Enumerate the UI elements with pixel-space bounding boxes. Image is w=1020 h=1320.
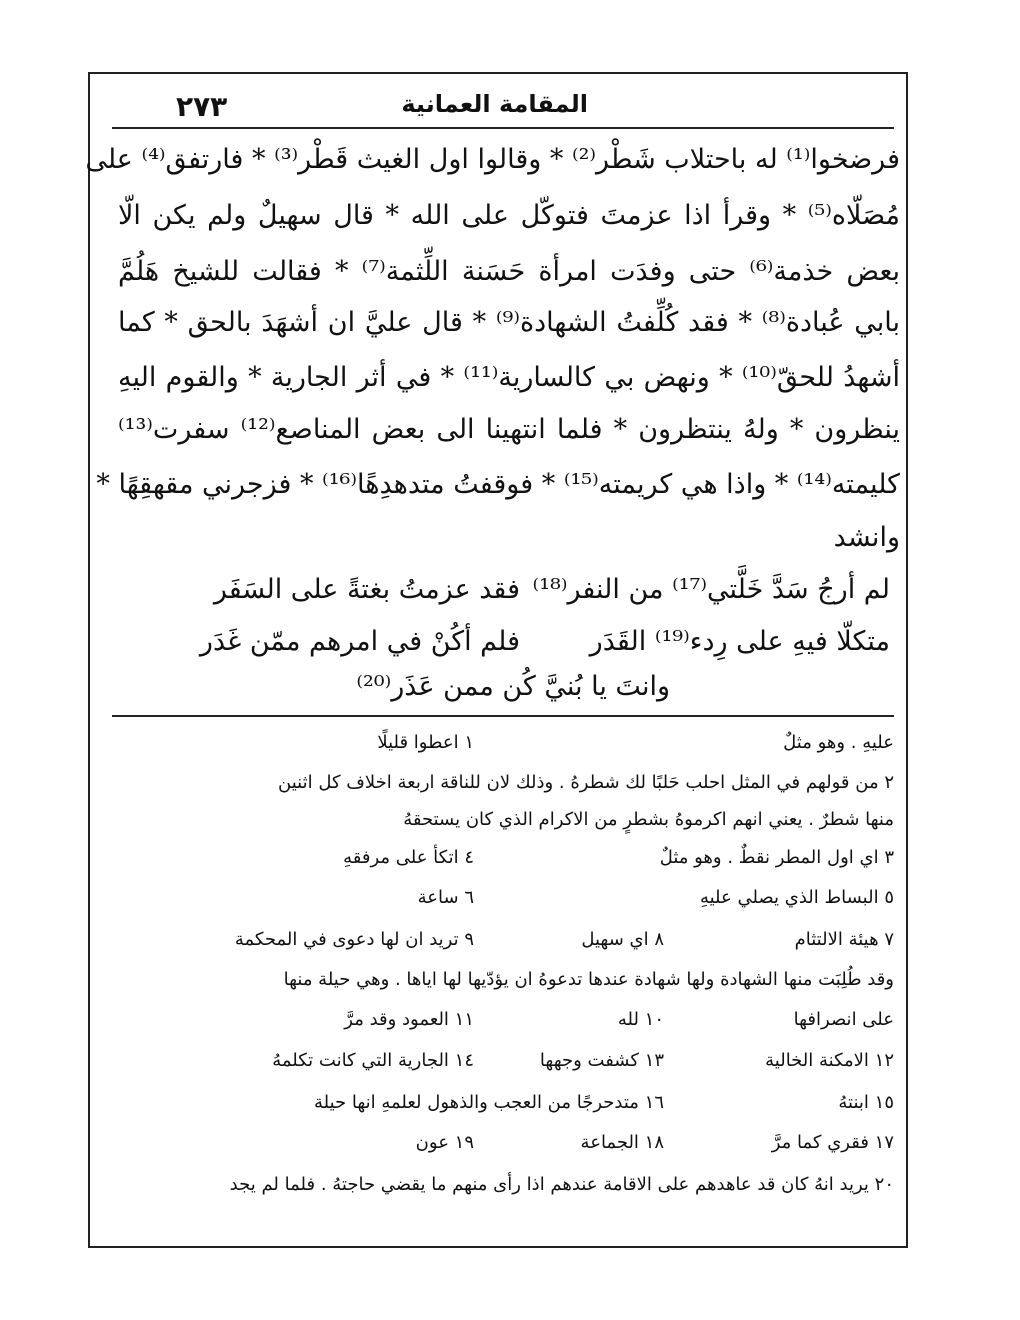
footnote: ٢ من قولهم في المثل احلب حَلبًا لك شطرهُ . وذلك لان للناقة اربعة اخلاف كل اثنين [278,772,894,793]
footnote: ١٠ لله [617,1009,664,1030]
text-line: أشهدُ للحقّ⁽¹⁰⁾ * ونهض بي كالسارية⁽¹¹⁾ * في أثر الجارية * والقوم اليهِ [118,362,900,393]
text-line: بعض خذمة⁽⁶⁾ حتى وفدَت امرأة حَسَنة اللِّثمة⁽⁷⁾ * فقالت للشيخ هَلُمَّ [118,256,900,287]
footnote: ١٣ كشفت وجهها [539,1050,664,1071]
page-number: ٢٧٣ [176,90,228,123]
footnote-line [118,1170,894,1200]
footnote-line [118,1005,894,1035]
verse-hemistich: متكلّا فيهِ على رِدء⁽¹⁹⁾ القَدَر [589,626,890,657]
footnote-rule [112,715,894,717]
verse-hemistich: لم أرجُ سَدَّ خَلَّتي⁽¹⁷⁾ من النفر⁽¹⁸⁾ [532,574,890,605]
footnote-line [118,843,894,873]
footnote-line [118,883,894,913]
footnote: ١٨ الجماعة [580,1132,664,1153]
page-header [118,88,888,124]
footnote: ١٢ الامكنة الخالية [765,1050,894,1071]
footnote: ٢٠ يريد انهُ كان قد عاهدهم على الاقامة عندهم اذا رأى منهم ما يقضي حاجتهُ . فلما لم يجد [229,1174,894,1195]
verse-hemistich: وانتَ يا بُنيَّ كُن ممن عَذَر⁽²⁰⁾ [356,671,670,702]
footnote: ١٥ ابنتهُ [838,1092,894,1113]
footnote: منها شطرٌ . يعني انهم اكرموهُ بشطرٍ من الاكرام الذي كان يستحقهُ [403,809,894,830]
verse-hemistich: فلم أكُنْ في امرهم ممّن غَدَر [199,626,520,657]
text-line: مُصَلّاه⁽⁵⁾ * وقرأ اذا عزمتَ فتوكّل على الله * قال سهيلٌ ولم يكن الّا [118,200,900,231]
footnote-line [118,768,894,798]
footnote: ١ اعطوا قليلًا [377,732,474,753]
verse-hemistich: فقد عزمتُ بغتةً على السَفَر [213,574,520,605]
footnote-line [118,1088,894,1118]
footnote: ٨ اي سهيل [581,929,664,950]
running-title: المقامة العمانية [401,90,588,118]
footnote: ١٤ الجارية التي كانت تكلمهُ [272,1050,474,1071]
header-rule [112,127,894,129]
footnote-line [118,965,894,995]
footnote: ٦ ساعة [417,887,474,908]
footnote-line [118,1128,894,1158]
text-line: ينظرون * ولهُ ينتظرون * فلما انتهينا الى بعض المناصع⁽¹²⁾ سفرت⁽¹³⁾ [118,414,900,445]
text-line: كليمته⁽¹⁴⁾ * واذا هي كريمته⁽¹⁵⁾ * فوقفتُ متدهدِهًا⁽¹⁶⁾ * فزجرني مقهقِهًا * [96,469,900,500]
footnote-line [118,925,894,955]
footnote: ٧ هيئة الالتثام [794,929,894,950]
footnote: ٤ اتكأ على مرفقهِ [343,847,474,868]
footnote: ٩ تريد ان لها دعوى في المحكمة [234,929,474,950]
footnote: وقد طُلِبَت منها الشهادة ولها شهادة عندها تدعوهُ ان يؤدّيها لها اياها . وهي حيلة منها [283,969,894,990]
footnote-line [118,1046,894,1076]
footnote: على انصرافها [793,1009,894,1030]
footnote: عليهِ . وهو مثلٌ [783,732,894,753]
footnote: ٣ اي اول المطر نقطٌ . وهو مثلٌ [659,847,894,868]
footnote: ١٩ عون [415,1132,474,1153]
footnote: ١١ العمود وقد مرَّ [344,1009,474,1030]
footnote: ٥ البساط الذي يصلي عليهِ [699,887,894,908]
footnote: ١٧ فقري كما مرَّ [771,1132,894,1153]
footnote-line [118,728,894,758]
footnote: ١٦ متدحرجًا من العجب والذهول لعلمهِ انها حيلة [313,1092,664,1113]
text-line: فرضخوا⁽¹⁾ له باحتلاب شَطْر⁽²⁾ * وقالوا اول الغيث قَطْر⁽³⁾ * فارتفق⁽⁴⁾ على [85,144,900,175]
text-line: وانشد [833,522,900,553]
text-line: بابي عُبادة⁽⁸⁾ * فقد كُلِّفتُ الشهادة⁽⁹⁾ * قال عليَّ ان أشهَدَ بالحق * كما [118,307,900,338]
footnote-line [118,805,894,835]
